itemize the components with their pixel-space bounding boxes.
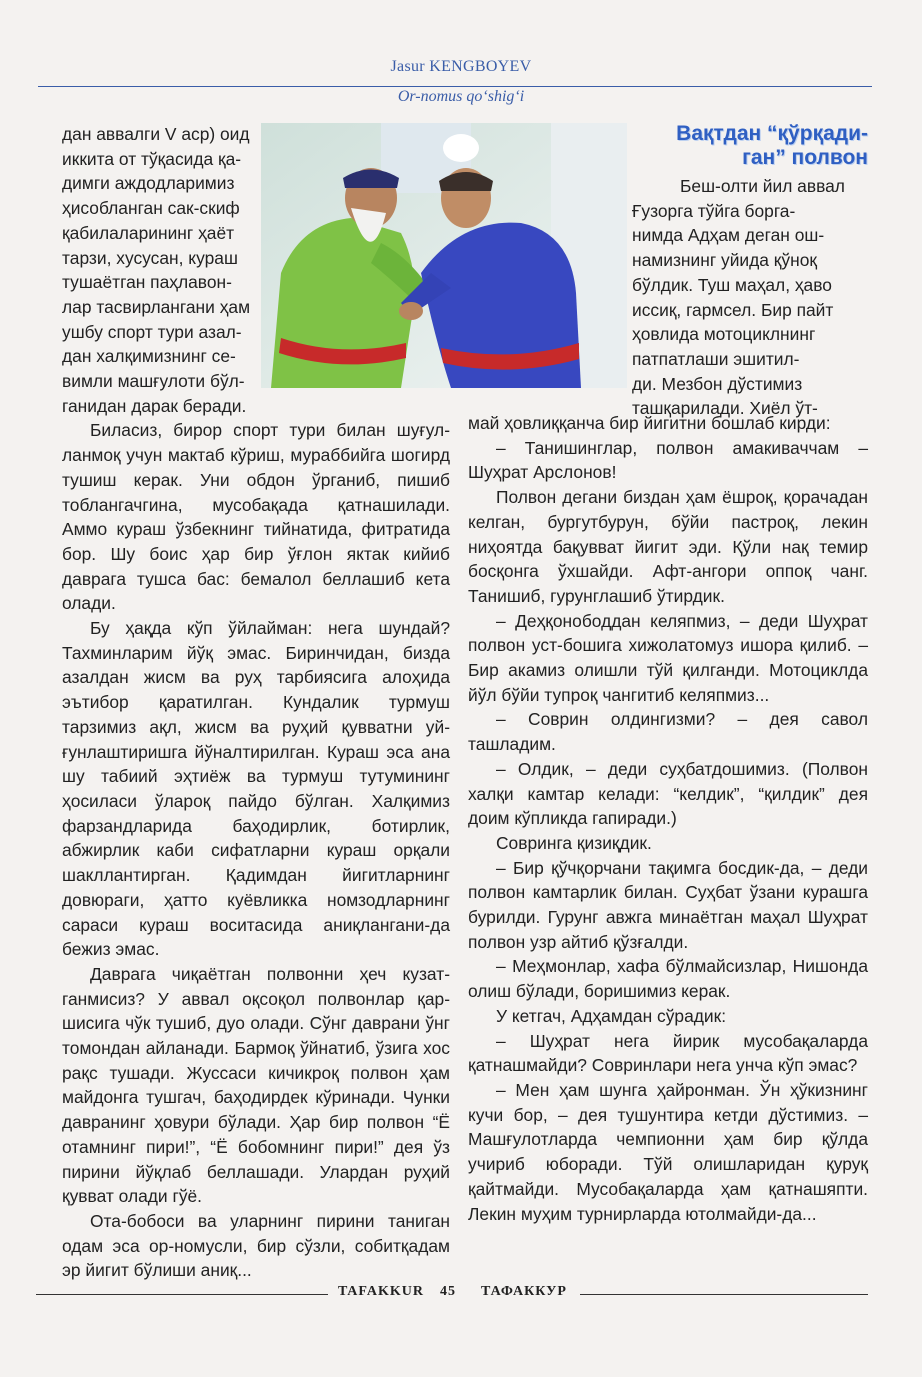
text-line: қабилаларининг ҳаёт (62, 222, 235, 243)
paragraph: Ота-бобоси ва уларнинг пирини таниган одам эса ор-номусли, бир сўзли, собитқадам эр йигит бўлиши аниқ... (62, 1210, 450, 1281)
text-line: бўлдик. Туш маҳал, ҳаво (632, 274, 832, 295)
header-rule (38, 86, 872, 87)
paragraph: Бу ҳақда кўп ўйлайман: нега шундай? Тахминларим йўқ эмас. Биринчидан, бизда азалдан жисм ва руҳ тарбиясига алоҳида эътибор қаратилган. Кундалик турмуш тарзимиз ақл, жисм ва руҳий қувватни уйғунлаштиришга йўналтирилган. Кураш эса ана шу табиий эҳтиёж ва турмуш тутумининг ҳосиласи ўлароқ пайдо бўлган. Халқимиз фарзандларида баҳодирлик, ботирлик, абжирлик каби сифатларни кураш орқали шакллантирган. Қадимдан йигитларнинг довюраги, ҳатто куёвликка номзодларнинг сараси кураш воситасида аниқлангани-да бежиз эмас. (62, 618, 450, 960)
paragraph: Даврага чиқаётган полвонни ҳеч кузатганмисиз? У аввал оқсоқол полвонлар қаршисига чўк тушиб, дуо олади. Сўнг даврани ўнг томондан айланади. Бармоқ ўйнатиб, ўзига хос рақс тушади. Жуссаси кичикроқ полвон ҳам майдонга тушгач, баҳодирдек кўринади. Чунки давранинг ҳовури бўлади. Ҳар бир полвон “Ё отамнинг пири!”, “Ё бобомнинг пири!” дея ўз пирини йўқлаб беллашади. Улардан руҳий қувват олади гўё. (62, 963, 450, 1207)
left-column (62, 122, 450, 1283)
text-line: Ғузорга тўйга борга- (632, 200, 796, 221)
text-line: лар тасвирлангани ҳам (62, 296, 251, 317)
paragraph: У кетгач, Адҳамдан сўрадик: (496, 1005, 727, 1026)
text-line: намизнинг уйида қўноқ (632, 250, 817, 271)
text-line: Беш-олти йил аввал (680, 176, 845, 196)
text-line: ганидан дарак беради. (62, 395, 247, 416)
text-line: патпатлаши эшитил- (632, 348, 800, 369)
paragraph: Биласиз, бирор спорт тури билан шуғулланмоқ учун мактаб кўриш, мураббийга шогирд тушиш керак. Уни обдон ўрганиб, пишиб тоблангачгина, мусобақада қатнашилади. Аммо кураш ўзбекнинг тийнатида, фитратида бор. Шу боис ҳар бир ўғлон яктак кийиб даврага тушса бас: бемалол беллашиб кета олади. (62, 420, 450, 614)
paragraph: – Олдик, – деди суҳбатдошимиз. (Полвон халқи камтар келади: “келдик”, “қилдик” дея доим кўпликда гапиради.) (468, 758, 868, 829)
paragraph: – Меҳмонлар, хафа бўлмайсизлар, Нишонда олиш бўлади, боришимиз керак. (468, 956, 868, 1002)
section-title (632, 122, 868, 170)
text-line: ҳисобланган сак-скиф (62, 198, 240, 219)
text-line: ушбу спорт тури азал- (62, 321, 242, 342)
running-header (0, 58, 922, 76)
text-line: иккита от тўқасида қа- (62, 148, 242, 169)
paragraph: – Мен ҳам шунга ҳайронман. Ўн ҳўкизнинг кучи бор, – дея тушунтира кетди дўстимиз. – Машғулотларда чемпионни ҳам бир қўлда учириб юборади. Тўй олишларидан қуруқ қайтмайди. Мусобақаларда ҳам қатнашяпти. Лекин муҳим турнирларда ютолмайди-да... (468, 1079, 868, 1224)
left-wrap-text (62, 122, 252, 418)
paragraph: Полвон дегани биздан ҳам ёшроқ, қорачадан келган, бургутбурун, бўйи пастроқ, лекин ниҳоятда бақувват йигит эди. Қўли нақ темир босқонга ўхшайди. Афт-ангори оппоқ чанг. Танишиб, гурунглашиб ўтирдик. (468, 487, 868, 606)
text-line: иссиқ, гармсел. Бир пайт (632, 299, 834, 320)
page-number: 45 (440, 1284, 456, 1299)
footer-rule-left (36, 1294, 328, 1295)
header-author: Jasur KENGBOYEV (390, 58, 532, 75)
text-line: ташқарилади. Хиёл ўт- (632, 398, 818, 419)
section-title-line2: ган” полвон (742, 146, 868, 169)
paragraph: – Танишинглар, полвон амакиваччам – Шуҳрат Арслонов! (468, 437, 868, 483)
text-line: дан халқимизнинг се- (62, 346, 236, 367)
text-line: тушаётган паҳлавон- (62, 272, 232, 293)
section-title-line1: Вақтдан “қўрқади- (676, 122, 868, 145)
text-line: ди. Мезбон дўстимиз (632, 373, 803, 394)
header-subtitle: Or-nomus qo‘shig‘i (397, 88, 525, 105)
paragraph: – Бир қўчқорчани тақимга босдик-да, – деди полвон камтарлик билан. Суҳбат ўзани курашга бурилди. Гурунг авжга минаётган маҳал Шуҳрат полвон узр айтиб қўзғалди. (468, 857, 868, 952)
footer-title-latin: TAFAKKUR (338, 1284, 425, 1299)
paragraph: – Шуҳрат нега йирик мусобақаларда қатнашмайди? Совринлари нега унча кўп эмас? (468, 1030, 868, 1076)
paragraph: май ҳовлиққанча бир йигитни бошлаб кирди: (468, 413, 831, 433)
paragraph: – Соврин олдингизми? – дея савол ташладим. (468, 709, 868, 755)
text-line: ҳовлида мотоциклнинг (632, 324, 816, 345)
right-top-block (632, 122, 868, 421)
text-line: дан аввалги V аср) оид (62, 124, 250, 144)
right-column (468, 411, 868, 1226)
text-line: тарзи, хусусан, кураш (62, 247, 238, 268)
text-line: нимда Адҳам деган ош- (632, 225, 825, 246)
text-line: вимли машғулоти бўл- (62, 371, 245, 392)
paragraph: Совринга қизиқдик. (496, 832, 652, 853)
text-line: димги аждодларимиз (62, 173, 235, 194)
paragraph: – Деҳқонободдан келяпмиз, – деди Шуҳрат полвон уст-бошига хижолатомуз ишора қилиб. – Бир акамиз олишли тўй қилганди. Мотоциклда йўл бўйи тупроқ чангитиб келяпмиз... (468, 610, 868, 705)
footer-title-cyrillic: ТАФАККУР (481, 1284, 567, 1299)
footer-rule-right (580, 1294, 868, 1295)
page-footer (0, 1280, 922, 1310)
